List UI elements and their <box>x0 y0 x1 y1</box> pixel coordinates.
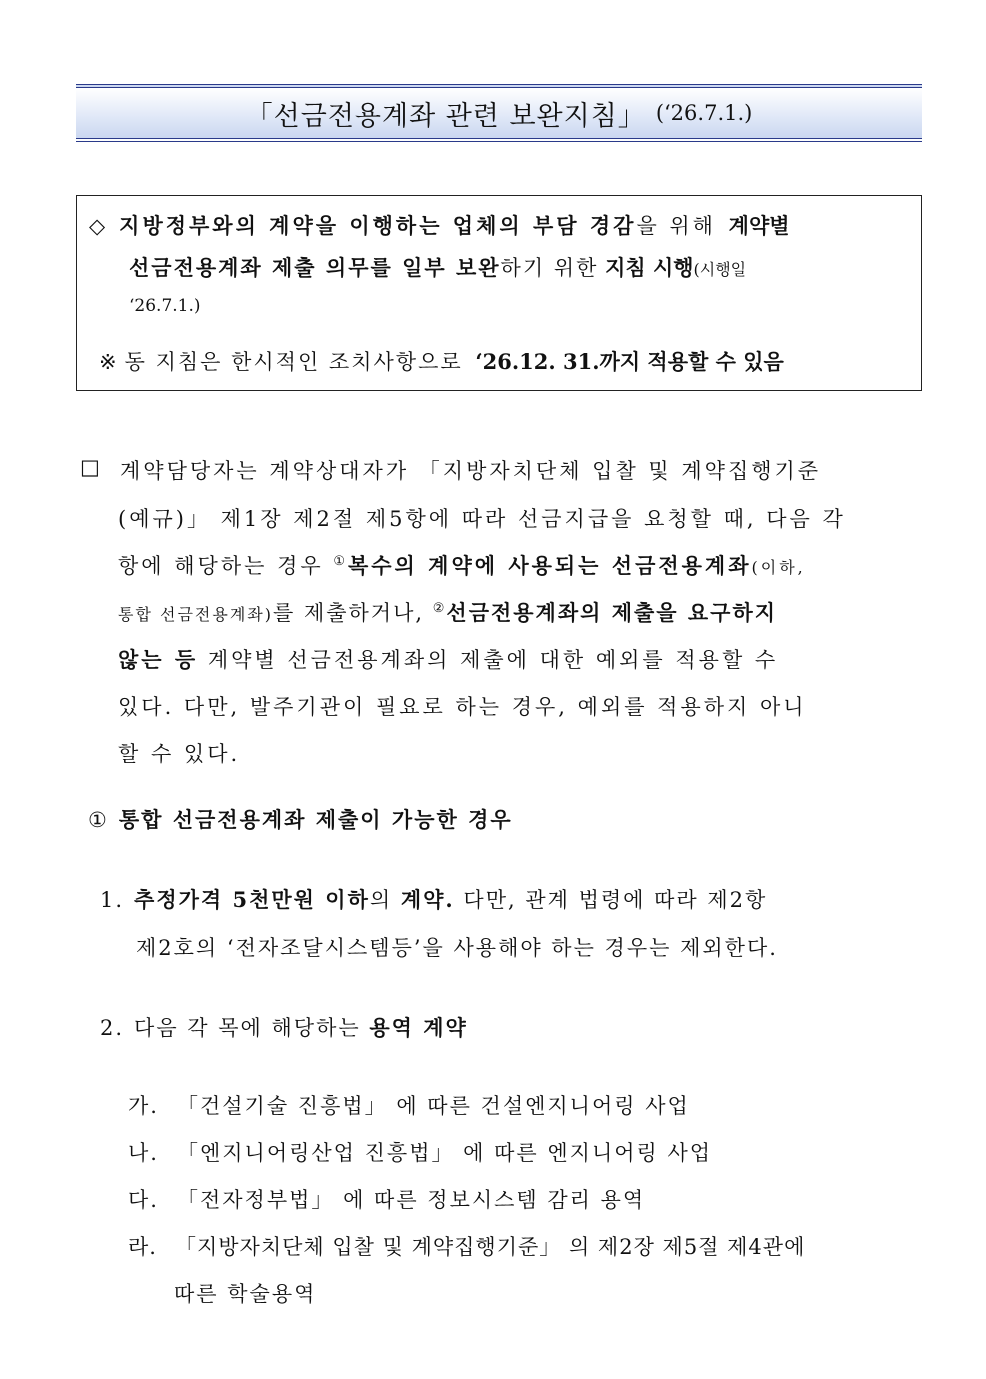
sub-item-ra-continued: 따른 학술용역 <box>174 1282 317 1306</box>
item-1-line-1: 1. 추정가격 5천만원 이하의 계약. 다만, 관계 법령에 따라 제2항 <box>100 887 768 912</box>
summary-line-1: ◇ 지방정부와의 계약을 이행하는 업체의 부담 경감을 위해 계약별 <box>89 213 790 238</box>
paragraph-line-7: 할 수 있다. <box>118 742 241 766</box>
sub-item-ra: 라. 「지방자치단체 입찰 및 계약집행기준」 의 제2장 제5절 제4관에 <box>128 1235 806 1259</box>
summary-box <box>76 195 922 391</box>
checkbox-bullet-icon: □ <box>80 455 100 479</box>
item-2: 2. 다음 각 목에 해당하는 용역 계약 <box>100 1015 468 1040</box>
paragraph-line-6: 있다. 다만, 발주기관이 필요로 하는 경우, 예외를 적용하지 아니 <box>118 695 807 719</box>
document-title: 「선금전용계좌 관련 보완지침」 <box>245 100 646 132</box>
paragraph-line-5: 않는 등 계약별 선금전용계좌의 제출에 대한 예외를 적용할 수 <box>118 647 779 672</box>
paragraph-line-4: 통합 선금전용계좌)를 제출하거나, ②선금전용계좌의 제출을 요구하지 <box>118 600 778 625</box>
summary-emphasis: 지방정부와의 계약을 이행하는 업체의 부담 경감 <box>119 213 637 238</box>
sub-heading: ① 통합 선금전용계좌 제출이 가능한 경우 <box>88 807 513 832</box>
paragraph-line-3: 항에 해당하는 경우 ①복수의 계약에 사용되는 선금전용계좌(이하, <box>118 553 806 578</box>
sub-item-ga: 가. 「건설기술 진흥법」 에 따른 건설엔지니어링 사업 <box>128 1094 690 1118</box>
sub-item-da: 다. 「전자정부법」 에 따른 정보시스템 감리 용역 <box>128 1188 646 1212</box>
diamond-bullet-icon: ◇ <box>89 214 106 238</box>
summary-line-2: 선금전용계좌 제출 의무를 일부 보완하기 위한 지침 시행(시행일 <box>129 255 747 280</box>
paragraph-line-1: 계약담당자는 계약상대자가 「지방자치단체 입찰 및 계약집행기준 <box>120 459 822 483</box>
reference-mark-icon: ※ <box>99 350 117 374</box>
document-title-banner <box>76 84 922 142</box>
summary-note: ※ 동 지침은 한시적인 조치사항으로 ‘26.12. 31.까지 적용할 수 있음 <box>99 349 784 374</box>
sub-item-na: 나. 「엔지니어링산업 진흥법」 에 따른 엔지니어링 사업 <box>128 1141 713 1165</box>
document-date: (‘26.7.1.) <box>655 101 753 125</box>
item-1-line-2: 제2호의 ‘전자조달시스템등’을 사용해야 하는 경우는 제외한다. <box>136 936 778 960</box>
circled-number-icon: ① <box>88 808 109 832</box>
summary-line-3: ‘26.7.1.) <box>129 296 201 316</box>
paragraph-line-2: (예규)」 제1장 제2절 제5항에 따라 선금지급을 요청할 때, 다음 각 <box>118 507 846 531</box>
